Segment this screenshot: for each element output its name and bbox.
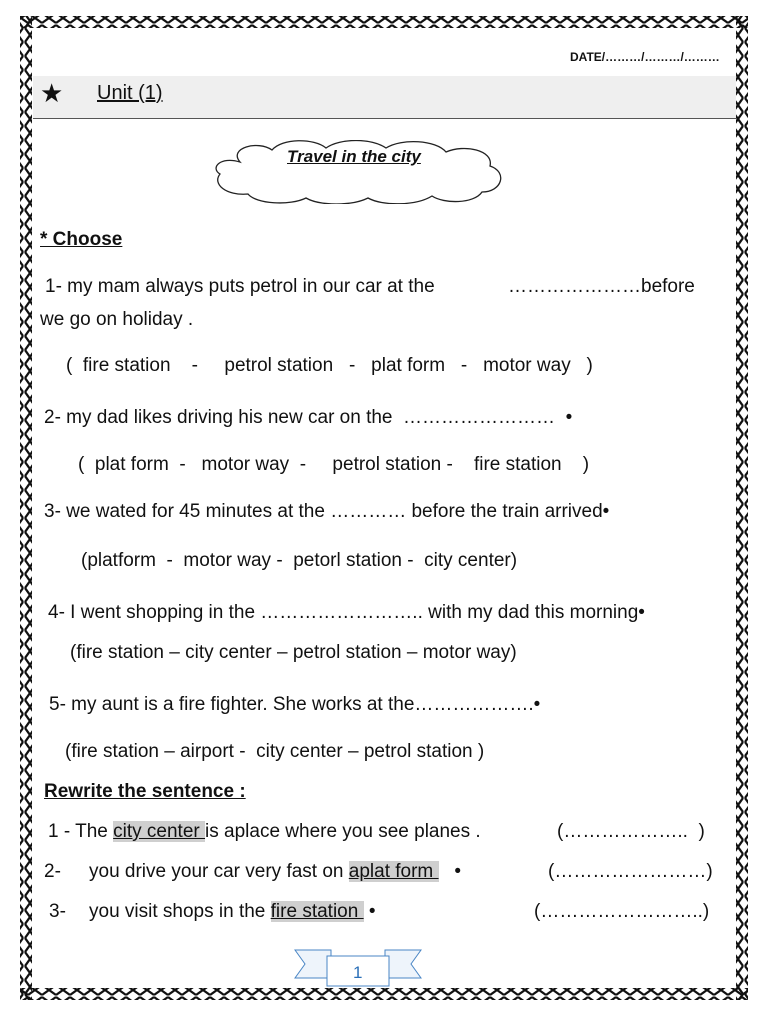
rewrite-s2-before: you drive your car very fast on [89, 861, 349, 882]
rewrite-s2-highlight: aplat form [348, 861, 439, 882]
q2-options: ( plat form - motor way - petrol station - fire station ) [78, 454, 590, 475]
unit-title: Unit (1) [97, 82, 163, 104]
q5-options: (fire station – airport - city center – petrol station ) [65, 741, 485, 762]
q2-text: 2- my dad likes driving his new car on the …………………… • [44, 407, 573, 428]
rewrite-s2-num: 2- [44, 861, 61, 882]
rewrite-s3-before: you visit shops in the [89, 901, 271, 922]
q1-options: ( fire station - petrol station - plat form - motor way ) [66, 355, 593, 376]
worksheet-title: Travel in the city [287, 147, 421, 166]
star-icon: ★ [40, 78, 64, 108]
q4-text: 4- I went shopping in the …………………….. with my dad this morning• [48, 602, 645, 623]
rewrite-s1-after: is aplace where you see planes . [205, 821, 481, 842]
rewrite-s1-answer: (……………….. ) [557, 821, 705, 842]
rewrite-s1-before: 1 - The [48, 821, 114, 842]
q1-text: 1- my mam always puts petrol in our car at the [45, 276, 435, 297]
q3-text: 3- we wated for 45 minutes at the ………… before the train arrived• [44, 501, 610, 522]
q4-options: (fire station – city center – petrol station – motor way) [70, 642, 517, 663]
date-line: DATE/………/………/……… [570, 50, 720, 64]
rewrite-s1 [48, 821, 481, 843]
q5-text: 5- my aunt is a fire fighter. She works at the……………….• [49, 694, 541, 715]
rewrite-s3 [89, 901, 376, 923]
choose-heading: * Choose [40, 229, 123, 250]
rewrite-s3-answer: (……………………..) [534, 901, 710, 922]
rewrite-s2 [89, 861, 461, 883]
q1-text-line2: we go on holiday . [40, 309, 194, 330]
rewrite-s3-highlight: fire station [270, 901, 364, 922]
page-number: 1 [353, 963, 363, 982]
rewrite-s2-after: • [438, 861, 462, 882]
q1-blank: ………………… [508, 276, 641, 297]
q1-text-end: before [641, 276, 695, 297]
rewrite-s1-highlight: city center [113, 821, 206, 842]
rewrite-heading: Rewrite the sentence : [44, 781, 246, 802]
rewrite-s2-answer: (……………………) [548, 861, 713, 882]
q3-options: (platform - motor way - petorl station - city center) [81, 550, 518, 571]
rewrite-s3-after: • [363, 901, 376, 922]
rewrite-s3-num: 3- [49, 901, 66, 922]
